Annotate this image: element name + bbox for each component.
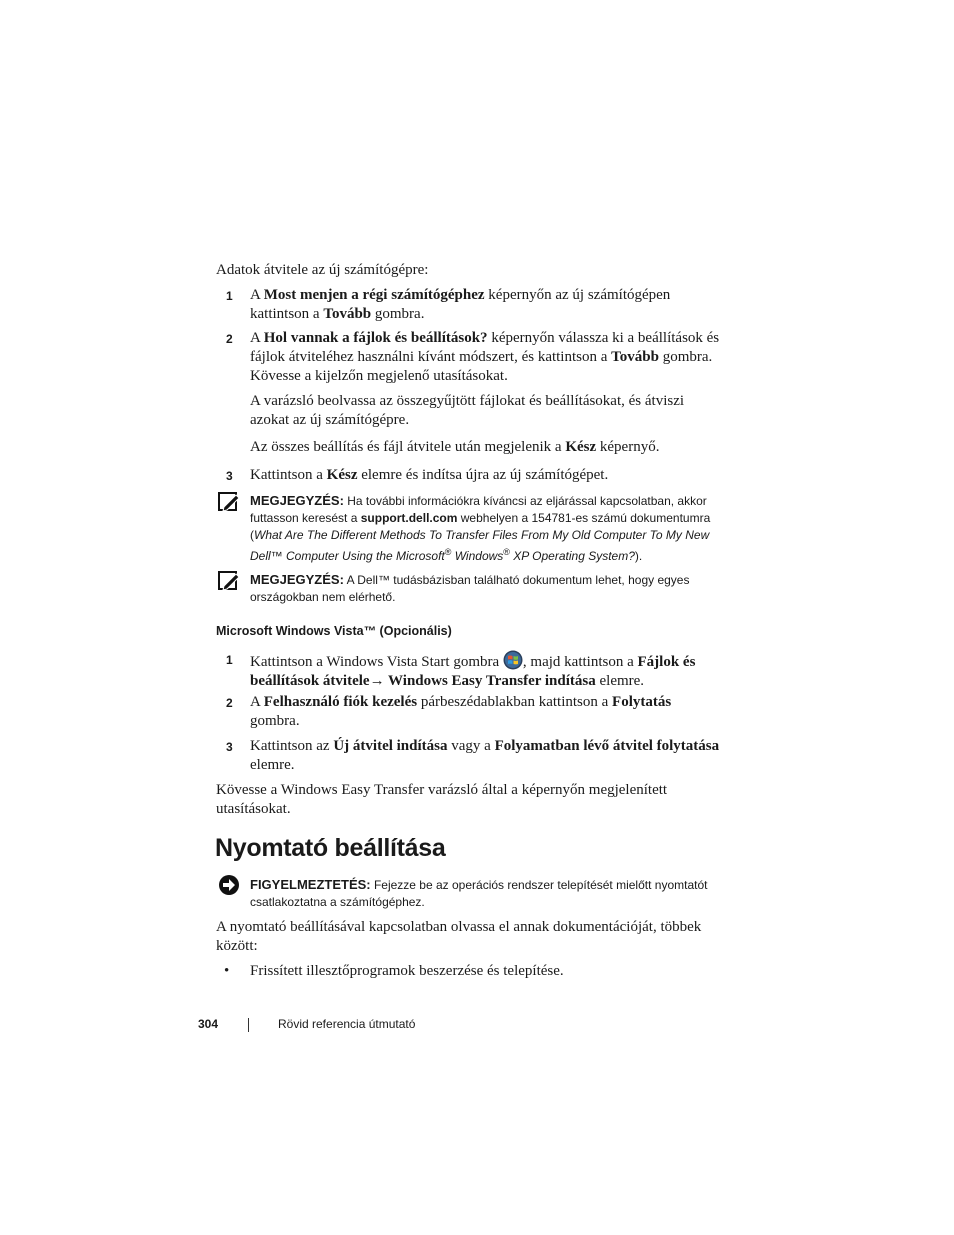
- text-run: gombra.: [371, 306, 425, 322]
- section-title: Nyomtató beállítása: [215, 834, 446, 862]
- step-text: [250, 693, 720, 731]
- step2-detail-2: [250, 438, 720, 457]
- step-text: Kattintson a Windows Vista Start gombra , majd kattintson a Fájlok és beállítások átvitele→ Windows Easy Transfer indítása elemre.: [250, 650, 720, 691]
- step-number: 3: [226, 469, 233, 483]
- intro-text: Adatok átvitele az új számítógépre:: [216, 262, 429, 278]
- bold-term: Folyamatban lévő átvitel folytatása: [494, 738, 720, 754]
- text-run: elemre.: [250, 757, 295, 773]
- note-1-body: MEGJEGYZÉS: Ha további információkra kíváncsi az eljárással kapcsolatban, akkor futtasson keresést a support.dell.com webhelyen a 154781-es számú dokumentumra (What Are The Different Methods To Transfer Files From My Old Computer To My New Dell™ Computer Using the Microsoft® Windows® XP Operating System?).: [250, 493, 711, 563]
- text-run: Kattintson a: [250, 467, 327, 483]
- bold-term: Kész: [565, 439, 597, 455]
- text-run: vagy a: [447, 738, 495, 754]
- pencil-note-icon: [218, 492, 240, 512]
- step-number: 2: [226, 696, 233, 710]
- text-run: elemre és indítsa újra az új számítógépet.: [357, 467, 609, 483]
- notice-body: FIGYELMEZTETÉS: Fejezze be az operációs rendszer telepítését mielőtt nyomtatót csatlakoztatna a számítógéphez.: [250, 877, 708, 909]
- note-2-body: MEGJEGYZÉS: A Dell™ tudásbázisban található dokumentum lehet, hogy egyes országokban nem elérhető.: [250, 572, 690, 604]
- bold-term: Folytatás: [612, 694, 672, 710]
- support-link[interactable]: support.dell.com: [360, 511, 458, 525]
- printer-paragraph: A nyomtató beállításával kapcsolatban olvassa el annak dokumentációját, többek között:: [216, 919, 702, 954]
- bold-term: Tovább: [323, 306, 372, 322]
- text-run: képernyő.: [596, 439, 660, 455]
- text-run: A: [250, 694, 264, 710]
- document-page: Adatok átvitele az új számítógépre: 1 A Most menjen a régi számítógéphez képernyőn az új számítógépen kattintson a Tovább gombra. 2 A Hol vannak a fájlok és beállítások? képernyőn válassza ki a beállítások és fájlok átviteléhez használni kívánt módszert, és kattintson a Tovább gombra. Kövesse a kijelzőn megjelenő utasításokat. A varázsló beolvassa az összegyűjtött fájlokat és beállításokat, és átviszi azokat az új számítógépre. Az összes beállítás és fájl átvitele után megjelenik a Kész képernyő. 3 Kattintson a Kész elemre és indítsa újra az új számítógépet. MEGJEGYZÉS: Ha további információkra kíváncsi az eljárással kapcsolatban, akkor futtasson keresést a support.dell.com webhelyen a 154781-es számú dokumentumra (What Are The Different Methods To Transfer Files From My Old Computer To My New Dell™ Computer Using the Microsoft® Windows® XP Operating System?). MEGJEGYZÉS: A Dell™ tudásbázisban található dokumentum lehet, hogy egyes országokban nem elérhető. Microsoft Windows Vista™ (Opcionális) 1 Kattintson a Windows Vista Start gombra , majd kattintson a Fájlok és beállítások átvitele→ Windows Easy Transfer indítása elemre. 2 A Felhasználó fiók kezelés párbeszédablakban kattintson a Folytatás gombra. 3 Kattintson az Új átvitel indítása vagy a Folyamatban lévő átvitel folytatása elemre. Kövesse a Windows Easy Transfer varázsló által a képernyőn megjelenített utasításokat. Nyomtató beállítása FIGYELMEZTETÉS: Fejezze be az operációs rendszer telepítését mielőtt nyomtatót csatlakoztatna a számítógéphez. A nyomtató beállításával kapcsolatban olvassa el annak dokumentációját, többek között: • Frissített illesztőprogramok beszerzése és telepítése. 304 Rövid referencia útmutató: [198, 262, 720, 1031]
- step-number: 1: [226, 653, 233, 667]
- text-run: gombra.: [250, 713, 300, 729]
- bold-term: Hol vannak a fájlok és beállítások?: [263, 330, 488, 346]
- notice-label: FIGYELMEZTETÉS:: [250, 877, 371, 892]
- text-run: párbeszédablakban kattintson a: [417, 694, 613, 710]
- step-number: 2: [226, 332, 233, 346]
- text-run: Kattintson az: [250, 738, 334, 754]
- vista-heading: Microsoft Windows Vista™ (Opcionális): [216, 624, 452, 638]
- text-run: képernyőn válassza ki a beállítások és fájlok átviteléhez használni kívánt módszert, és kattintson a: [250, 330, 720, 365]
- step-text: [250, 466, 720, 485]
- step-text: [250, 329, 720, 386]
- step-text: [250, 286, 720, 324]
- text-run: A: [250, 330, 264, 346]
- footer-title: Rövid referencia útmutató: [278, 1017, 416, 1031]
- step-number: 3: [226, 740, 233, 754]
- note-label: MEGJEGYZÉS:: [250, 572, 344, 587]
- pencil-note-icon: [218, 571, 240, 591]
- step2-detail-1: A varázsló beolvassa az összegyűjtött fájlokat és beállításokat, és átviszi azokat az új számítógépre.: [250, 393, 685, 428]
- text-run: képernyőn az új számítógépen kattintson a: [250, 287, 671, 322]
- follow-instructions-text: Kövesse a Windows Easy Transfer varázsló által a képernyőn megjelenített utasításokat.: [216, 782, 668, 817]
- step-text: [250, 737, 720, 775]
- page-number: 304: [198, 1017, 219, 1031]
- bold-term: Új átvitel indítása: [333, 738, 448, 754]
- bold-term: Tovább: [611, 349, 659, 365]
- text-run: A: [250, 287, 264, 303]
- text-run: gombra. Kövesse a kijelzőn megjelenő utasításokat.: [250, 349, 713, 384]
- windows-start-orb-icon: [503, 650, 523, 670]
- bold-term: Kész: [326, 467, 358, 483]
- bold-term: Most menjen a régi számítógéphez: [263, 287, 485, 303]
- note-label: MEGJEGYZÉS:: [250, 493, 344, 508]
- notice-arrow-icon: [218, 874, 240, 896]
- footer-separator: [248, 1018, 249, 1032]
- bullet-marker: •: [224, 963, 230, 979]
- bold-term: Felhasználó fiók kezelés: [263, 694, 418, 710]
- text-run: Az összes beállítás és fájl átvitele után megjelenik a: [250, 439, 566, 455]
- step-number: 1: [226, 289, 233, 303]
